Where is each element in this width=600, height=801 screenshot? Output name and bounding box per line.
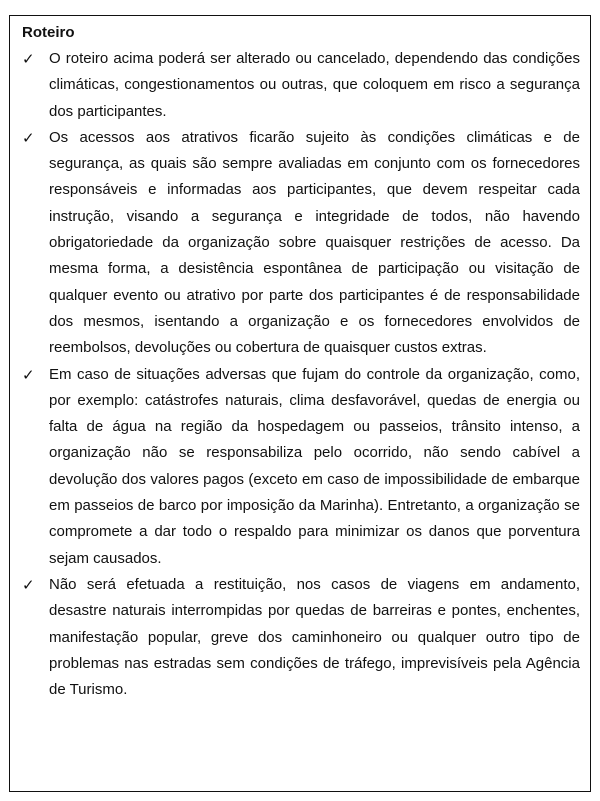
check-icon: ✓ (22, 128, 35, 147)
section-title: Roteiro (22, 24, 75, 41)
list-item (22, 125, 580, 362)
list-item (22, 362, 580, 572)
check-icon: ✓ (22, 365, 35, 384)
list-item-text: Os acessos aos atrativos ficarão sujeito às condições climáticas e de segurança, as quais são sempre avaliadas em conjunto com os fornecedores responsáveis e informadas aos participantes, que devem respeitar cada instrução, visando a segurança e integridade de todos, não havendo obrigatoriedade da organização sobre quaisquer restrições de acesso. Da mesma forma, a desistência espontânea de participação ou visitação de qualquer evento ou atrativo por parte dos participantes é de responsabilidade dos mesmos, isentando a organização e os fornecedores envolvidos de reembolsos, devoluções ou cobertura de quaisquer custos extras. (49, 128, 580, 357)
list-item-text: O roteiro acima poderá ser alterado ou cancelado, dependendo das condições climáticas, congestionamentos ou outras, que coloquem em risco a segurança dos participantes. (49, 50, 580, 120)
itinerary-notice-box (9, 15, 591, 792)
terms-list (22, 46, 580, 703)
check-icon: ✓ (22, 575, 35, 594)
list-item (22, 572, 580, 703)
list-item-text: Em caso de situações adversas que fujam do controle da organização, como, por exemplo: catástrofes naturais, clima desfavorável, quedas de energia ou falta de água na região da hospedagem ou passeios, trânsito intenso, a organização não se responsabiliza pelo ocorrido, não sendo cabível a devolução dos valores pagos (exceto em caso de impossibilidade de embarque em passeios de barco por imposição da Marinha). Entretanto, a organização se compromete a dar todo o respaldo para minimizar os danos que porventura sejam causados. (49, 365, 580, 567)
check-icon: ✓ (22, 50, 35, 68)
list-item-text: Não será efetuada a restituição, nos casos de viagens em andamento, desastre naturais interrompidas por quedas de barreiras e pontes, enchentes, manifestação popular, greve dos caminhoneiro ou qualquer outro tipo de problemas nas estradas sem condições de tráfego, imprevisíveis pela Agência de Turismo. (49, 575, 580, 699)
list-item (22, 46, 580, 125)
